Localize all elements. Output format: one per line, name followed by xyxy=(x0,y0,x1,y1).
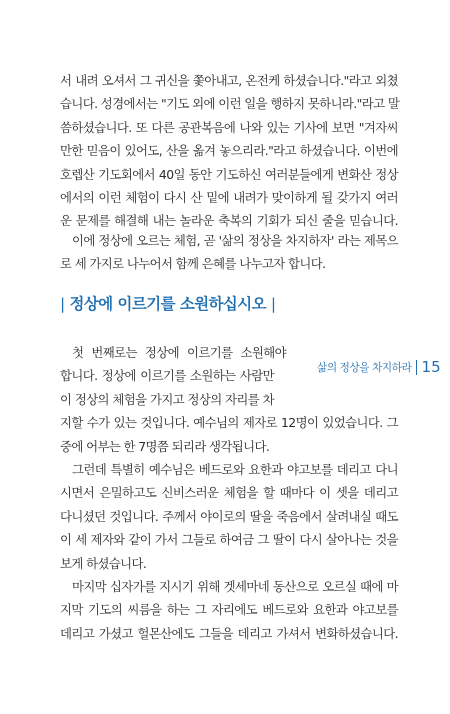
text-line: 데리고 가셨고 헐몬산에도 그들을 데리고 가셔서 변화하셨습니다. xyxy=(60,625,398,641)
section-heading xyxy=(60,292,276,314)
text-line: 이 세 제자와 같이 가서 그들로 하여금 그 딸이 다시 살아나는 것을 xyxy=(60,532,398,548)
text-line: 마지막 십자가를 지시기 위해 겟세마네 동산으로 오르실 때에 마 xyxy=(72,578,398,594)
running-header xyxy=(317,358,441,376)
paragraph-intro xyxy=(60,229,398,276)
heading-text: 정상에 이르기를 소원하십시오 xyxy=(69,295,267,313)
text-line: 지막 기도의 씨름을 하는 그 자리에도 베드로와 요한과 야고보를 xyxy=(60,602,398,618)
running-title: 삶의 정상을 차지하라 xyxy=(317,361,412,374)
text-line: 다니셨던 것입니다. 주께서 야이로의 딸을 죽음에서 살려내실 때도 xyxy=(60,508,398,524)
text-line: 합니다. 정상에 이르기를 소원하는 사람만 xyxy=(60,368,274,384)
heading-bar-right: | xyxy=(270,295,276,313)
header-divider xyxy=(416,360,417,375)
text-line: 습니다. 성경에서는 "기도 외에 이런 일을 행하지 못하니라."라고 말 xyxy=(60,96,400,112)
text-line: 씀하셨습니다. 또 다른 공관복음에 나와 있는 기사에 보면 "겨자씨 xyxy=(60,119,398,135)
text-line: 만한 믿음이 있어도, 산을 옮겨 놓으리라."라고 하셨습니다. 이번에 xyxy=(60,143,398,159)
text-line: 에서의 이런 체험이 다시 산 밑에 내려가 맞이하게 될 갖가지 여러 xyxy=(60,189,398,205)
paragraph-continued xyxy=(60,69,398,233)
text-line: 서 내려 오셔서 그 귀신을 쫓아내고, 온전케 하셨습니다."라고 외쳤 xyxy=(60,73,398,88)
text-line: 이 정상의 체험을 가지고 정상의 자리를 차 xyxy=(60,391,274,407)
text-line: 중에 어부는 한 7명쯤 되리라 생각됩니다. xyxy=(60,438,270,454)
paragraph-first-point xyxy=(60,341,398,645)
heading-bar-left: | xyxy=(60,295,65,313)
text-line: 로 세 가지로 나누어서 함께 은혜를 나누고자 합니다. xyxy=(60,256,326,272)
text-line: 호렙산 기도회에서 40일 동안 기도하신 여러분들에게 변화산 정상 xyxy=(60,166,398,182)
text-line: 시면서 은밀하고도 신비스러운 체험을 할 때마다 이 셋을 데리고 xyxy=(60,485,398,501)
text-line: 이에 정상에 오르는 체험, 곧 '삶의 정상을 차지하자' 라는 제목으 xyxy=(72,233,398,248)
text-line: 운 문제를 해결해 내는 놀라운 축복의 기회가 되신 줄을 믿습니다. xyxy=(60,213,398,229)
text-line: 첫 번째로는 정상에 이르기를 소원해야 xyxy=(72,345,286,360)
text-line: 지할 수가 있는 것입니다. 예수님의 제자로 12명이 있었습니다. 그 xyxy=(60,415,398,431)
page-number: 15 xyxy=(421,358,441,376)
text-line: 보게 하셨습니다. xyxy=(60,555,147,571)
text-line: 그런데 특별히 예수님은 베드로와 요한과 야고보를 데리고 다니 xyxy=(72,461,398,477)
